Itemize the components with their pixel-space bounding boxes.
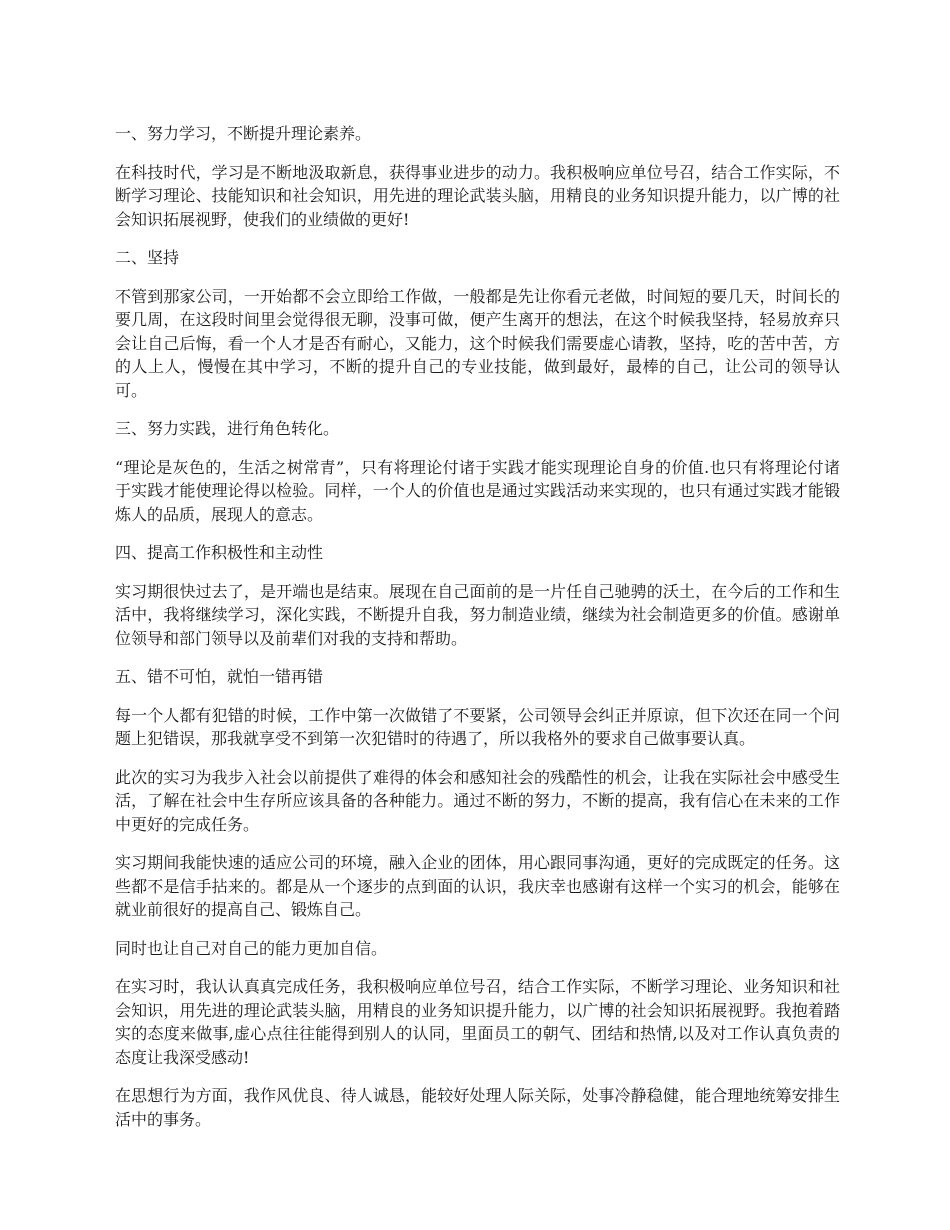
paragraph-2: 不管到那家公司，一开始都不会立即给工作做，一般都是先让你看元老做，时间短的要几天，时间长的要几周，在这段时间里会觉得很无聊，没事可做，便产生离开的想法，在这个时候我坚持，轻易放弃只会让自己后悔，看一个人才是否有耐心，又能力，这个时候我们需要虚心请教，坚持，吃的苦中苦，方的人上人，慢慢在其中学习，不断的提升自己的专业技能，做到最好，最棒的自己，让公司的领导认可。 — [115, 286, 840, 400]
paragraph-10: 在思想行为方面，我作风优良、待人诚恳，能较好处理人际关际，处事冷静稳健，能合理地统筹安排生活中的事务。 — [115, 1086, 840, 1129]
paragraph-6: 此次的实习为我步入社会以前提供了难得的体会和感知社会的残酷性的机会，让我在实际社会中感受生活，了解在社会中生存所应该具备的各种能力。通过不断的努力，不断的提高，我有信心在未来的工作中更好的完成任务。 — [115, 767, 840, 834]
document-page — [115, 122, 840, 1146]
paragraph-3: “理论是灰色的，生活之树常青”，只有将理论付诸于实践才能实现理论自身的价值.也只有将理论付诸于实践才能使理论得以检验。同样，一个人的价值也是通过实践活动来实现的，也只有通过实践才能锻炼人的品质，展现人的意志。 — [115, 457, 840, 524]
section-heading-1: 一、努力学习，不断提升理论素养。 — [115, 124, 372, 143]
paragraph-4: 实习期很快过去了，是开端也是结束。展现在自己面前的是一片任自己驰骋的沃土，在今后的工作和生活中，我将继续学习，深化实践，不断提升自我，努力制造业绩，继续为社会制造更多的价值。感谢单位领导和部门领导以及前辈们对我的支持和帮助。 — [115, 581, 840, 648]
section-heading-3: 三、努力实践，进行角色转化。 — [115, 419, 340, 438]
section-heading-2: 二、坚持 — [115, 248, 180, 267]
paragraph-1: 在科技时代，学习是不断地汲取新息，获得事业进步的动力。我积极响应单位号召，结合工作实际，不断学习理论、技能知识和社会知识，用先进的理论武装头脑，用精良的业务知识提升能力，以广博的社会知识拓展视野，使我们的业绩做的更好! — [115, 162, 840, 229]
paragraph-7: 实习期间我能快速的适应公司的环境，融入企业的团体，用心跟同事沟通，更好的完成既定的任务。这些都不是信手拈来的。都是从一个逐步的点到面的认识，我庆幸也感谢有这样一个实习的机会，能够在就业前很好的提高自己、锻炼自己。 — [115, 853, 840, 919]
paragraph-9: 在实习时，我认认真真完成任务，我积极响应单位号召，结合工作实际，不断学习理论、业务知识和社会知识，用先进的理论武装头脑，用精良的业务知识提升能力，以广博的社会知识拓展视野。我抱着踏实的态度来做事,虚心点往往能得到别人的认同，里面员工的朝气、团结和热情,以及对工作认真负责的态度让我深受感动! — [115, 977, 840, 1067]
section-heading-5: 五、错不可怕，就怕一错再错 — [115, 667, 324, 686]
paragraph-8: 同时也让自己对自己的能力更加自信。 — [115, 938, 388, 958]
paragraph-5: 每一个人都有犯错的时候，工作中第一次做错了不要紧，公司领导会纠正并原谅，但下次还在同一个问题上犯错误，那我就享受不到第一次犯错时的待遇了，所以我格外的要求自己做事要认真。 — [115, 705, 840, 748]
section-heading-4: 四、提高工作积极性和主动性 — [115, 543, 324, 562]
